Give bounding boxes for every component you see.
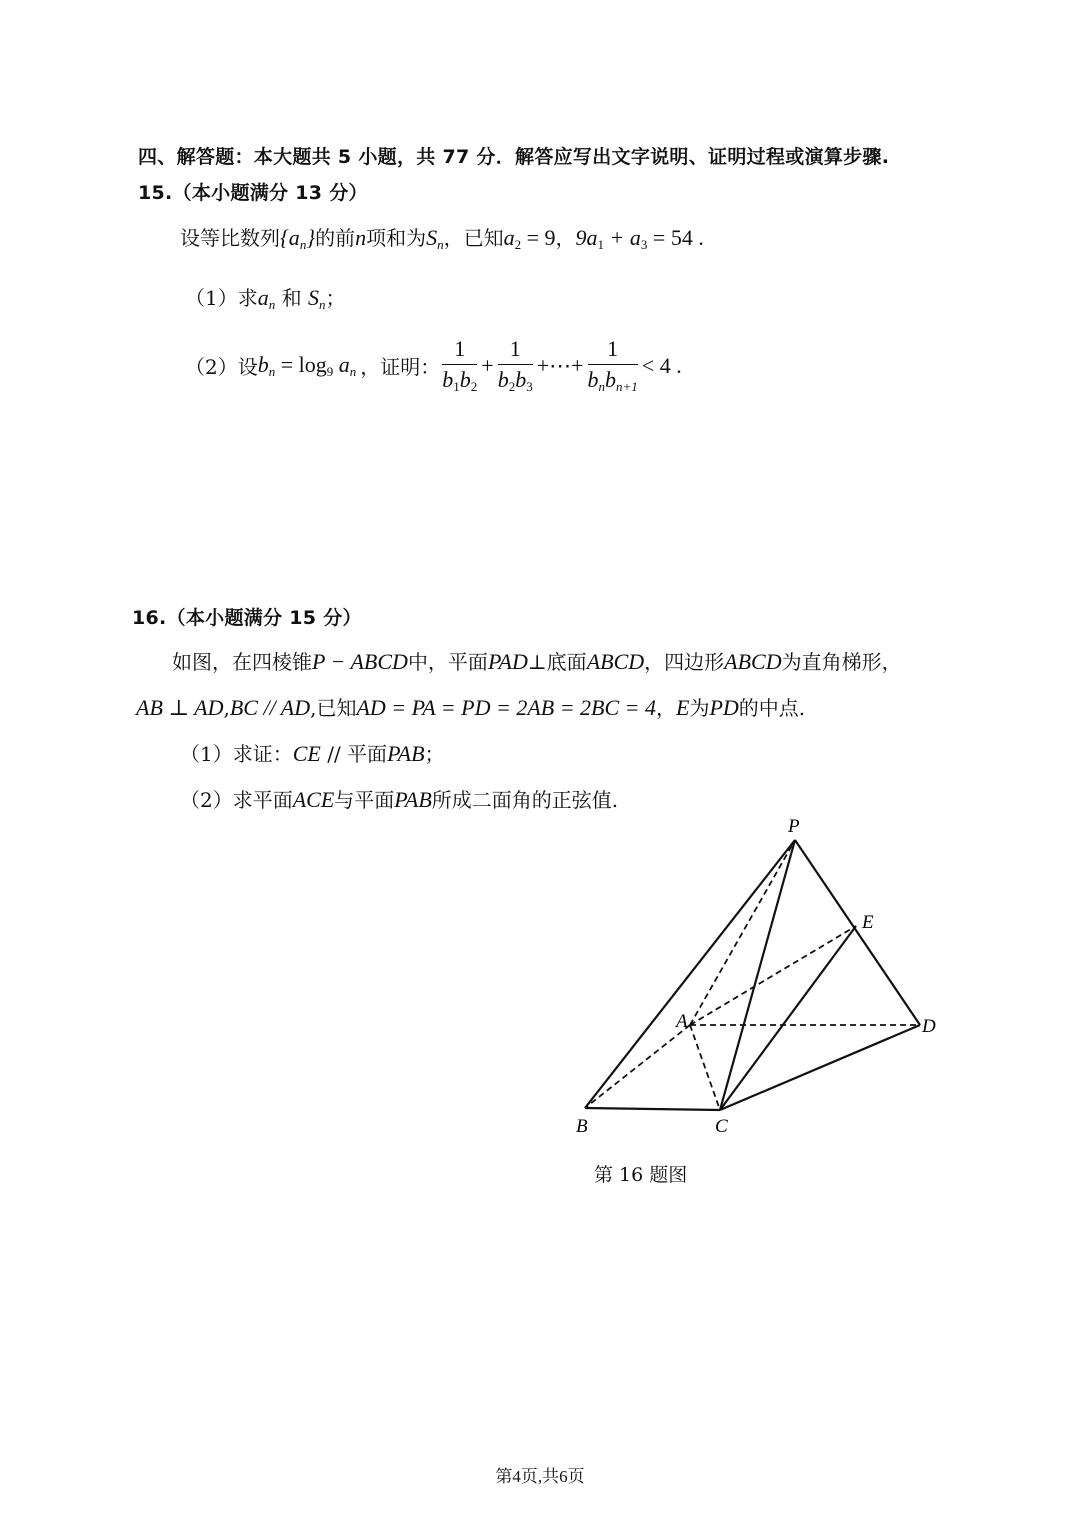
pyramid-figure <box>560 810 960 1140</box>
edge-AB <box>585 1025 690 1108</box>
fraction-1: $\frac{1}{b_1b_2}$ <box>442 336 478 394</box>
label-B: B <box>576 1116 588 1137</box>
fraction-2: $\frac{1}{b_2b_3}$ <box>497 336 533 394</box>
edge-CE <box>720 926 856 1110</box>
q15-stem-text-4: ，已知 <box>443 226 504 250</box>
q16-part2: （2）求平面ACE与平面PAB所成二面角的正弦值. <box>180 787 619 812</box>
q15-n: n <box>355 225 367 250</box>
label-P: P <box>788 816 800 837</box>
q15-stem-text-2: 的前 <box>315 226 356 250</box>
edge-CD <box>720 1025 920 1110</box>
label-A: A <box>676 1011 688 1032</box>
edge-BC <box>585 1108 720 1110</box>
label-C: C <box>715 1116 728 1137</box>
edge-PB <box>585 840 795 1108</box>
q15-stem-text-1: 设等比数列 <box>180 226 280 250</box>
figure-caption: 第 16 题图 <box>594 1164 688 1186</box>
q16-line1: 如图，在四棱锥P − ABCD中，平面PAD⊥底面ABCD，四边形ABCD为直角梯形， <box>172 649 902 674</box>
q15-set: $\{a_n\}$ <box>280 225 316 252</box>
section-heading: 四、解答题：本大题共 5 小题，共 77 分．解答应写出文字说明、证明过程或演算步骤. <box>138 146 890 168</box>
page-number: 第4页,共6页 <box>495 1467 585 1486</box>
q15-S: $S_n$ <box>426 225 444 252</box>
q16-line2: AB ⊥ AD,BC // AD,已知AD = PA = PD = 2AB = 2BC = 4，E为PD的中点. <box>136 695 806 720</box>
edge-AC <box>690 1025 720 1110</box>
edge-PD <box>795 840 920 1025</box>
label-D: D <box>922 1016 936 1037</box>
q16-title: 16.（本小题满分 15 分） <box>132 607 362 629</box>
q15-part1: （1）求$a_n$ 和 $S_n$； <box>185 285 346 312</box>
q15-cond2: $9a_1 + a_3 = 54$ . <box>575 225 704 252</box>
edge-PC <box>720 840 795 1110</box>
fraction-3: $\frac{1}{b_nb_{n+1}}$ <box>587 336 638 394</box>
q15-cond1: $a_2 = 9$ <box>503 225 556 252</box>
q15-stem-text-3: 项和为 <box>366 226 427 250</box>
q15-stem: 设等比数列$\{a_n\}$的前n项和为$S_n$，已知$a_2 = 9$，$9a_1 + a_3 = 54$ . <box>180 225 704 252</box>
edge-PA <box>690 840 795 1025</box>
q15-title: 15.（本小题满分 13 分） <box>138 182 368 204</box>
q15-part2: （2）设 $b_n = \log_9 a_n$ ，证明： $\frac{1}{b_1b_2}$ + $\frac{1}{b_2b_3}$ +⋯+ $\frac{1}{b_nb_{n+1}}$ < 4 . <box>185 336 682 394</box>
label-E: E <box>862 912 874 933</box>
q16-part1: （1）求证：CE // 平面PAB； <box>180 741 445 766</box>
q15-bn-def: $b_n = \log_9 a_n$ <box>257 351 357 379</box>
